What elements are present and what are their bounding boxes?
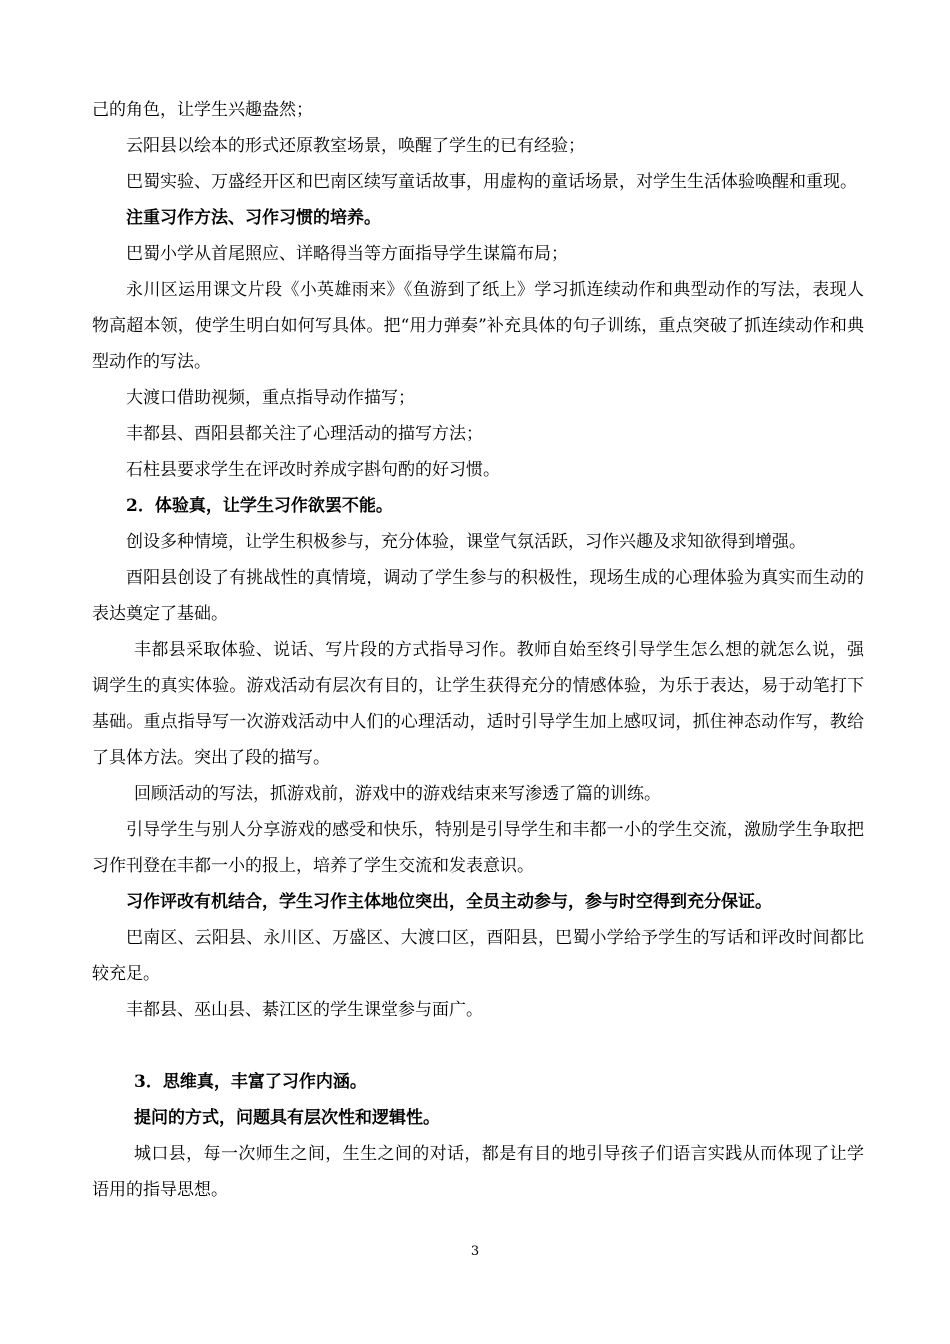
- paragraph: 城口县，每一次师生之间，生生之间的对话，都是有目的地引导孩子们语言实践从而体现了让学语用的指导思想。: [92, 1144, 864, 1200]
- paragraph: 创设多种情境，让学生积极参与，充分体验，课堂气氛活跃，习作兴趣及求知欲得到增强。: [126, 532, 806, 552]
- section-heading: 习作评改有机结合，学生习作主体地位突出，全员主动参与，参与时空得到充分保证。: [126, 892, 772, 912]
- paragraph: 巴蜀实验、万盛经开区和巴南区续写童话故事，用虚构的童话场景，对学生生活体验唤醒和重现。: [126, 172, 857, 192]
- paragraph: 云阳县以绘本的形式还原教室场景，唤醒了学生的已有经验；: [126, 136, 585, 156]
- section-heading: 注重习作方法、习作习惯的培养。: [126, 208, 381, 228]
- paragraph: 己的角色，让学生兴趣盎然；: [92, 100, 313, 120]
- section-heading: 3．思维真，丰富了习作内涵。: [134, 1072, 367, 1092]
- paragraph: 酉阳县创设了有挑战性的真情境，调动了学生参与的积极性，现场生成的心理体验为真实而生动的表达奠定了基础。: [92, 568, 864, 624]
- paragraph: 丰都县、酉阳县都关注了心理活动的描写方法；: [126, 424, 483, 444]
- paragraph: 巴南区、云阳县、永川区、万盛区、大渡口区，酉阳县，巴蜀小学给予学生的写话和评改时间都比较充足。: [92, 928, 864, 984]
- paragraph: 永川区运用课文片段《小英雄雨来》《鱼游到了纸上》学习抓连续动作和典型动作的写法，表现人物高超本领，使学生明白如何写具体。把“用力弹奏”补充具体的句子训练，重点突破了抓连续动作和典型动作的写法。: [92, 280, 864, 372]
- blank-line: [92, 1028, 864, 1064]
- paragraph: 引导学生与别人分享游戏的感受和快乐，特别是引导学生和丰都一小的学生交流，激励学生争取把习作刊登在丰都一小的报上，培养了学生交流和发表意识。: [92, 820, 864, 876]
- paragraph: 丰都县、巫山县、綦江区的学生课堂参与面广。: [126, 1000, 483, 1020]
- section-heading: 2．体验真，让学生习作欲罢不能。: [126, 496, 393, 516]
- page-number: 3: [470, 1244, 480, 1259]
- paragraph: 回顾活动的写法，抓游戏前，游戏中的游戏结束来写渗透了篇的训练。: [134, 784, 661, 804]
- page-body: [92, 92, 864, 1208]
- section-heading: 提问的方式，问题具有层次性和逻辑性。: [134, 1108, 440, 1128]
- paragraph: 丰都县采取体验、说话、写片段的方式指导习作。教师自始至终引导学生怎么想的就怎么说，强调学生的真实体验。游戏活动有层次有目的，让学生获得充分的情感体验，为乐于表达，易于动笔打下基础。重点指导写一次游戏活动中人们的心理活动，适时引导学生加上感叹词，抓住神态动作写，教给了具体方法。突出了段的描写。: [92, 640, 864, 768]
- paragraph: 石柱县要求学生在评改时养成字斟句酌的好习惯。: [126, 460, 500, 480]
- paragraph: 大渡口借助视频，重点指导动作描写；: [126, 388, 415, 408]
- paragraph: 巴蜀小学从首尾照应、详略得当等方面指导学生谋篇布局；: [126, 244, 568, 264]
